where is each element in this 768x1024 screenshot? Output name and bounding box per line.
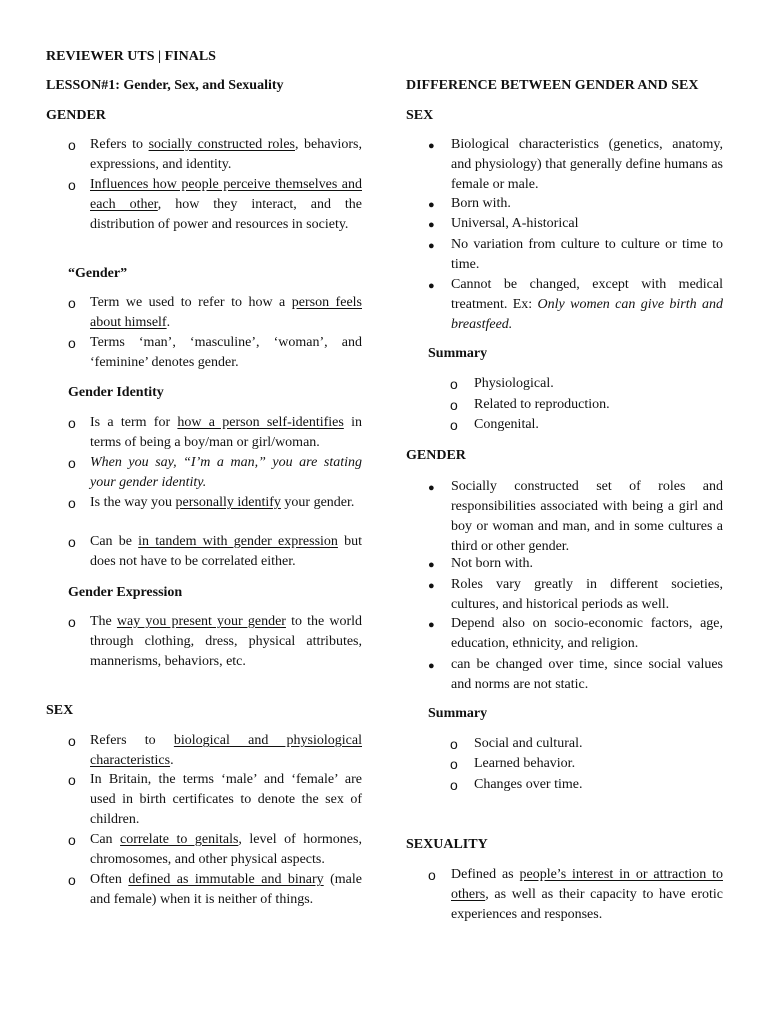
list-item: The way you present your gender to the world through clothing, dress, physical attributes, mannerisms, behaviors, etc. xyxy=(90,614,363,669)
bullet-dot-icon: ● xyxy=(428,619,435,631)
sex-heading: SEX xyxy=(46,703,74,718)
list-item: Terms ‘man’, ‘masculine’, ‘woman’, and ‘feminine’ denotes gender. xyxy=(90,335,362,370)
bullet-o-icon: o xyxy=(450,736,458,752)
bullet-o-icon: o xyxy=(68,495,76,511)
bullet-dot-icon: ● xyxy=(428,219,435,231)
list-item: Roles vary greatly in different societies, cultures, and historical periods as well. xyxy=(451,577,723,612)
list-item: Learned behavior. xyxy=(474,756,576,771)
gender-heading: GENDER xyxy=(406,448,466,463)
list-item: Born with. xyxy=(451,196,511,211)
list-item: Congenital. xyxy=(474,417,539,432)
bullet-o-icon: o xyxy=(68,335,76,351)
list-item: Term we used to refer to how a person feels about himself. xyxy=(90,295,362,330)
list-item: Biological characteristics (genetics, anatomy, and physiology) that generally define humans as female or male. xyxy=(451,137,723,192)
difference-heading: DIFFERENCE BETWEEN GENDER AND SEX xyxy=(406,78,699,93)
summary-heading: Summary xyxy=(428,706,488,721)
bullet-o-icon: o xyxy=(68,415,76,431)
list-item: Often defined as immutable and binary (male and female) when it is neither of things. xyxy=(90,872,362,907)
list-item: Refers to biological and physiological characteristics. xyxy=(90,733,362,768)
bullet-dot-icon: ● xyxy=(428,199,435,211)
list-item: Can correlate to genitals, level of hormones, chromosomes, and other physical aspects. xyxy=(90,832,362,867)
summary-heading: Summary xyxy=(428,346,488,361)
bullet-o-icon: o xyxy=(68,872,76,888)
bullet-o-icon: o xyxy=(68,832,76,848)
list-item: can be changed over time, since social values and norms are not static. xyxy=(451,657,723,692)
gender-expression-heading: Gender Expression xyxy=(68,585,183,600)
bullet-o-icon: o xyxy=(68,137,76,153)
list-item: Is a term for how a person self-identifies in terms of being a boy/man or girl/woman. xyxy=(90,415,362,450)
bullet-o-icon: o xyxy=(428,867,436,883)
list-item: Is the way you personally identify your gender. xyxy=(90,495,355,510)
sexuality-heading: SEXUALITY xyxy=(406,837,488,852)
bullet-o-icon: o xyxy=(68,295,76,311)
bullet-o-icon: o xyxy=(450,376,458,392)
document-title: REVIEWER UTS | FINALS xyxy=(46,49,216,64)
list-item: Related to reproduction. xyxy=(474,397,610,412)
gender-heading: GENDER xyxy=(46,108,106,123)
bullet-dot-icon: ● xyxy=(428,240,435,252)
bullet-o-icon: o xyxy=(68,772,76,788)
bullet-dot-icon: ● xyxy=(428,482,435,494)
gender-quote-heading: “Gender” xyxy=(68,266,128,281)
gender-identity-heading: Gender Identity xyxy=(68,385,164,400)
list-item: Socially constructed set of roles and responsibilities associated with being a girl and boy or woman and man, and in some cultures a third or other gender. xyxy=(451,479,723,554)
list-item: Defined as people’s interest in or attraction to others, as well as their capacity to have erotic experiences and responses. xyxy=(451,867,723,922)
list-item: Universal, A-historical xyxy=(451,216,579,231)
list-item: Can be in tandem with gender expression but does not have to be correlated either. xyxy=(90,534,363,569)
bullet-dot-icon: ● xyxy=(428,660,435,672)
list-item: Social and cultural. xyxy=(474,736,583,751)
bullet-o-icon: o xyxy=(450,777,458,793)
list-item: When you say, “I’m a man,” you are stating your gender identity. xyxy=(90,455,362,490)
bullet-o-icon: o xyxy=(68,614,76,630)
list-item: Changes over time. xyxy=(474,777,583,792)
bullet-o-icon: o xyxy=(450,417,458,433)
bullet-o-icon: o xyxy=(68,733,76,749)
list-item: Influences how people perceive themselves and each other, how they interact, and the distribution of power and resources in society. xyxy=(90,177,362,232)
sex-heading: SEX xyxy=(406,108,434,123)
list-item: Refers to socially constructed roles, behaviors, expressions, and identity. xyxy=(90,137,362,172)
bullet-o-icon: o xyxy=(450,756,458,772)
bullet-o-icon: o xyxy=(450,397,458,413)
bullet-dot-icon: ● xyxy=(428,559,435,571)
bullet-dot-icon: ● xyxy=(428,580,435,592)
bullet-o-icon: o xyxy=(68,177,76,193)
bullet-o-icon: o xyxy=(68,455,76,471)
list-item: Cannot be changed, except with medical treatment. Ex: Only women can give birth and breastfeed. xyxy=(451,277,724,332)
list-item: Not born with. xyxy=(451,556,534,571)
lesson-title: LESSON#1: Gender, Sex, and Sexuality xyxy=(46,78,284,93)
bullet-dot-icon: ● xyxy=(428,280,435,292)
bullet-dot-icon: ● xyxy=(428,140,435,152)
list-item: No variation from culture to culture or time to time. xyxy=(451,237,723,272)
bullet-o-icon: o xyxy=(68,534,76,550)
list-item: Depend also on socio-economic factors, age, education, ethnicity, and religion. xyxy=(451,616,723,651)
list-item: Physiological. xyxy=(474,376,554,391)
list-item: In Britain, the terms ‘male’ and ‘female’ are used in birth certificates to denote the sex of children. xyxy=(90,772,362,827)
